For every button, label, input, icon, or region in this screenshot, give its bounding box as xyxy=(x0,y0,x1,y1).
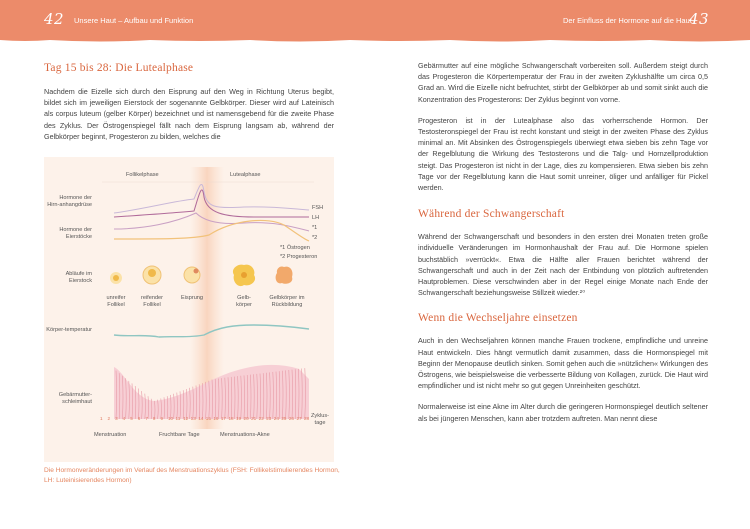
cycle-day-number: 18 xyxy=(228,416,234,421)
right-column xyxy=(418,60,708,424)
legend-star1: *1 xyxy=(312,225,318,231)
cycle-day-number: 13 xyxy=(190,416,196,421)
cycle-day-number: 9 xyxy=(160,416,163,421)
follicle-immature-icon xyxy=(110,272,122,284)
body-paragraph: Nachdem die Eizelle sich durch den Eisprung auf den Weg in Richtung Uterus begibt, bildet sich im jeweiligen Eierstock der sogenannte Gelbkörper. Dieser wird auf Lateinisch als corpus luteum (gelber Körper) bezeichnet und ist namensgebend für die zweite Phase des Zyklus. Der Östrogenspiegel fällt nach dem Eisprung langsam ab, während der Gelbkörper beginnt, Progesteron zu bilden, welches die xyxy=(44,87,334,141)
cycle-day-number: 7 xyxy=(145,416,148,421)
right-page-number: 43 xyxy=(689,10,710,28)
corpus-regression-icon xyxy=(276,266,293,283)
section-heading-lutealphase: Tag 15 bis 28: Die Lutealphase xyxy=(44,62,194,74)
cycle-day-number: 25 xyxy=(281,416,287,421)
ovulation-icon xyxy=(184,267,200,283)
row-label-ovary-hormones: Hormone der Eierstöcke xyxy=(59,227,92,240)
left-page-number: 42 xyxy=(44,10,65,28)
cycle-day-number: 14 xyxy=(198,416,204,421)
body-paragraph-4: Auch in den Wechseljahren können manche Frauen trockene, empfindliche und unreine Haut entwickeln. Dies hängt vermutlich damit zusammen, dass die Hormonspiegel mit Beginn der Menopause deutlich sinken. Somit gehen auch die »nützlichen« Wirkungen des Östrogens, wie beispielsweise die verbesserte Bildung von Kollagen, zurück. Die Haut wird empfindlicher und ist nicht mehr so gut gegen Unreinheiten geschützt. xyxy=(418,336,708,391)
body-paragraph-1: Gebärmutter auf eine mögliche Schwangerschaft vorbereiten soll. Außerdem steigt durch das Progesteron die Körpertemperatur der Frau in der zweiten Zyklushälfte um circa 0,5 Grad an. Wird die Eizelle nicht befruchtet, stirbt der Gelbkörper ab und somit sinkt auch die Konzentration des Progesterons: Der Zyklus beginnt von vorne. xyxy=(418,61,708,104)
row-label-endometrium: Gebärmutter-schleimhaut xyxy=(58,392,92,405)
cycle-day-number: 11 xyxy=(175,416,181,421)
cycle-day-number: 26 xyxy=(288,416,294,421)
bottom-label-acne: Menstruations-Akne xyxy=(220,432,270,438)
page-header xyxy=(0,0,750,40)
legend-lh: LH xyxy=(312,215,320,221)
body-paragraph-3: Während der Schwangerschaft und besonders in den ersten drei Monaten treten große individuelle Veränderungen im Hormonhaushalt der Frau auf. Die Hormone spielen buchstäblich »verrückt«. Etwa die Hälfte aller Frauen berichtet während der Schwangerschaft und auch in der Zeit nach der Entbindung von plötzlich auftretenden Hautproblemen. Diese verschwinden aber in der Regel einige Monate nach Ende der Schwangerschaft beziehungsweise Stillzeit wieder.²⁰ xyxy=(418,232,708,298)
figure-caption: Die Hormonveränderungen im Verlauf des Menstruationszyklus (FSH: Follikelstimulierendes Hormon, LH: Luteinisierendes Hormon) xyxy=(44,467,340,484)
bottom-label-fertile: Fruchtbare Tage xyxy=(159,432,200,438)
stage-corpus-label: Gelb-körper xyxy=(236,295,252,308)
cycle-day-number: 16 xyxy=(213,416,219,421)
cycle-day-number: 19 xyxy=(236,416,242,421)
stage-immature-label: unreifer Follikel xyxy=(106,295,126,308)
cycle-day-number: 6 xyxy=(137,416,141,421)
cycle-day-number: 12 xyxy=(183,416,189,421)
header-brush-edge xyxy=(0,38,750,44)
row-label-temperature: Körper-temperatur xyxy=(46,327,92,333)
cycle-day-number: 5 xyxy=(130,416,133,421)
row-label-ovary-process: Abläufe im Eierstock xyxy=(65,271,92,284)
cycle-day-number: 28 xyxy=(304,416,310,421)
cycle-figure xyxy=(44,157,334,462)
legend-fsh: FSH xyxy=(312,205,324,211)
cycle-day-number: 1 xyxy=(100,416,103,421)
body-paragraph-5: Normalerweise ist eine Akne im Alter durch die geringeren Hormonspiegel deutlich seltener als bei jüngeren Menschen, kann aber trotzdem auftreten. Man nennt diese xyxy=(418,402,708,423)
cycle-day-number: 23 xyxy=(266,416,272,421)
cycle-day-number: 20 xyxy=(243,416,249,421)
section-heading-menopause: Wenn die Wechseljahre einsetzen xyxy=(418,312,578,325)
cycle-day-number: 22 xyxy=(258,416,264,421)
follicle-mature-icon xyxy=(143,266,161,284)
cycle-day-number: 27 xyxy=(296,416,302,421)
cycle-day-number: 3 xyxy=(115,416,118,421)
stage-mature-label: reifender Follikel xyxy=(140,295,164,308)
stage-regression-label: Gelbkörper im Rückbildung xyxy=(269,295,305,308)
phase-follicular-label: Follikelphase xyxy=(126,172,159,178)
cycle-day-number: 21 xyxy=(251,416,257,421)
cycle-day-label: Zyklus-tage xyxy=(310,413,330,426)
legend-estrogen: *1 Östrogen xyxy=(280,245,310,251)
right-running-title: Der Einfluss der Hormone auf die Haut xyxy=(563,16,692,25)
cycle-day-number: 2 xyxy=(107,416,111,421)
stage-ovulation-label: Eisprung xyxy=(180,295,204,301)
cycle-day-number: 10 xyxy=(168,416,174,421)
cycle-day-number: 8 xyxy=(152,416,156,421)
left-running-title: Unsere Haut – Aufbau und Funktion xyxy=(74,16,194,25)
cycle-day-number: 24 xyxy=(273,416,279,421)
row-label-hypophysis: Hormone der Hirn-anhangdrüse xyxy=(47,195,92,208)
legend-star2: *2 xyxy=(312,235,318,241)
cycle-day-number: 15 xyxy=(205,416,211,421)
legend-progesterone: *2 Progesteron xyxy=(280,254,318,260)
left-column xyxy=(44,60,334,142)
section-heading-pregnancy: Während der Schwangerschaft xyxy=(418,208,565,221)
cycle-day-number: 4 xyxy=(122,416,126,421)
bottom-label-menstruation: Menstruation xyxy=(94,432,127,438)
corpus-luteum-icon xyxy=(233,265,255,286)
body-paragraph-2: Progesteron ist in der Lutealphase also das vorherrschende Hormon. Der Testosteronspiegel der Frau ist recht konstant und steigt in der zweiten Phase des Zyklus minimal an. Mit Absinken des Östrogenspiegels überwiegt etwa sieben bis zehn Tage vor der Regelblutung die Wirkung des Testosterons und die Talg- und Hornzellproduktion steigt. Das Progesteron ist nicht in der Lage, dies zu kompensieren. Etwa sieben bis zehn Tage vor der Regelblutung kann die Haut somit unreiner, öliger und anfälliger für Pickel werden. xyxy=(418,115,708,193)
phase-luteal-label: Lutealphase xyxy=(230,172,261,178)
cycle-day-number: 17 xyxy=(220,416,226,421)
